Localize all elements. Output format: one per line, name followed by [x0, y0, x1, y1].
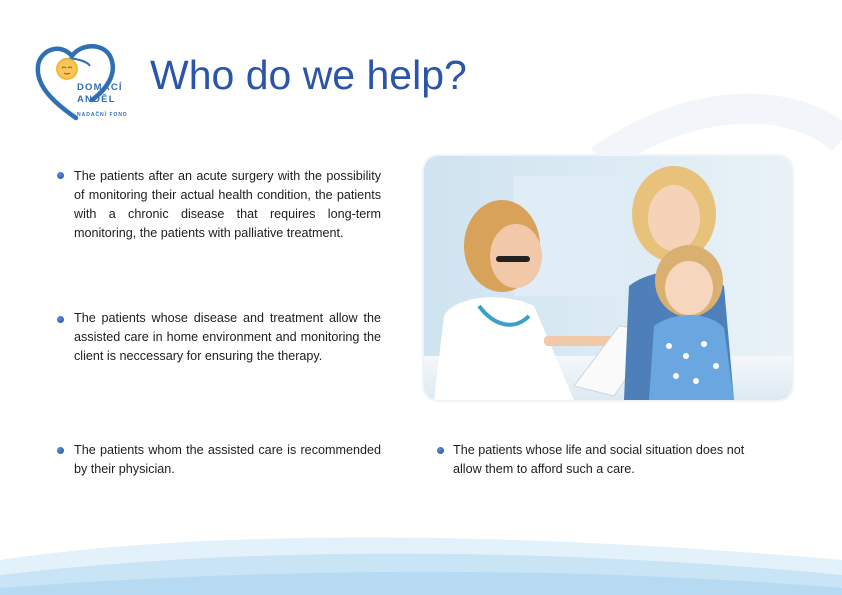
logo-name-line1: DOMÁCÍ: [77, 82, 123, 93]
bullet-icon: [57, 316, 64, 323]
logo-wordmark: [77, 82, 123, 106]
list-item: The patients after an acute surgery with the possibility of monitoring their actual health condition, the patients with a chronic disease that requires long-term monitoring, the patients with palliative treatment.: [74, 169, 381, 240]
logo-name-line2: ANDĚL: [77, 94, 116, 105]
logo-tagline: NADAČNÍ FOND: [77, 112, 128, 118]
list-item: The patients whose life and social situation does not allow them to afford such a care.: [453, 443, 745, 476]
bullet-icon: [57, 447, 64, 454]
list-item: The patients whose disease and treatment allow the assisted care in home environment and monitoring the client is neccessary for ensuring the therapy.: [74, 311, 381, 363]
list-item: The patients whom the assisted care is recommended by their physician.: [74, 443, 381, 476]
bullet-icon: [437, 447, 444, 454]
photo-illustration: [424, 156, 792, 400]
doctor-patient-photo: [424, 156, 792, 400]
bullet-icon: [57, 172, 64, 179]
page-title: Who do we help?: [150, 52, 467, 98]
